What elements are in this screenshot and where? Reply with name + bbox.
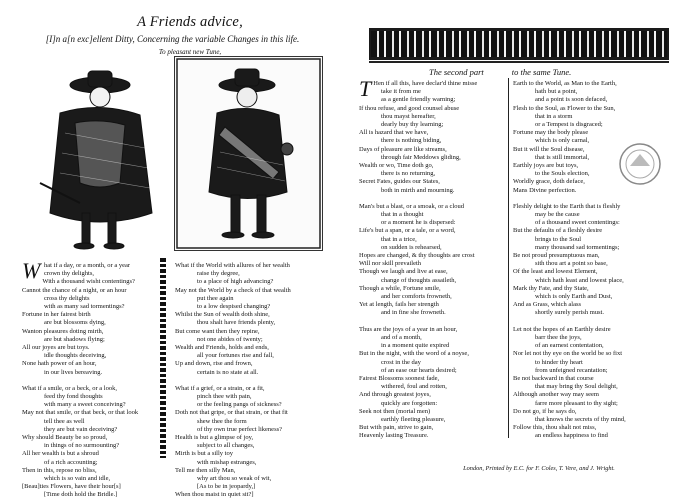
verse-line: What if the World with allures of her wealth bbox=[175, 262, 290, 269]
verse-line: [As to be in jeopardy,] bbox=[197, 483, 256, 491]
verse-line: with mishap estranges, bbox=[197, 458, 257, 466]
verse-line: as a gentle friendly warning; bbox=[381, 96, 456, 104]
verse-line bbox=[359, 195, 475, 203]
verse-line: of an ease our hearts desired; bbox=[381, 366, 457, 374]
verse-line: in our lives bereaving. bbox=[44, 368, 103, 376]
woodcut-cavalier-image bbox=[20, 63, 170, 253]
verse-line: sith thou art a point so base, bbox=[535, 260, 608, 268]
verse-line: both in mirth and mourning. bbox=[381, 186, 455, 194]
ballad-title: A Friends advice, bbox=[137, 14, 243, 30]
verse-line: from unfeigned recantation; bbox=[535, 366, 608, 374]
verse-line: Wanton pleasures doting mirth, bbox=[22, 327, 104, 335]
part-title bbox=[429, 67, 629, 77]
verse-line: that knows the secrets of thy mind, bbox=[535, 415, 626, 423]
verse-line: through fair Meddows gliding, bbox=[381, 153, 461, 161]
verse-line: why art thou so weak of wit, bbox=[197, 475, 272, 483]
verse-line: in things of no surmounting? bbox=[44, 442, 120, 450]
woodcut-gentleman-image bbox=[174, 56, 323, 251]
tune-note: To pleasant new Tune, bbox=[158, 48, 222, 56]
verse-line: with as many sad tormentings? bbox=[44, 303, 125, 311]
verse-line: Follow this, thou shalt not miss, bbox=[513, 424, 597, 432]
verse-line: on sudden is rehearsed, bbox=[381, 243, 442, 251]
right-page bbox=[339, 0, 678, 480]
verse-line: or a moment he is dispersed: bbox=[381, 219, 456, 227]
verse-line: subject to all changes, bbox=[197, 442, 255, 450]
verse-line: Fortune in her fairest birth bbox=[22, 311, 91, 319]
verse-line: and of a month, bbox=[381, 333, 422, 341]
verse-line: certain is no state at all. bbox=[197, 368, 259, 376]
verse-line: of a rich accounting; bbox=[44, 458, 98, 466]
verse-line bbox=[359, 318, 475, 326]
verse-line: withered, foul and rotten, bbox=[381, 383, 447, 391]
verse-line: of a thousand sweet contentings: bbox=[535, 219, 620, 227]
verse-line: But it will the Soul disease, bbox=[513, 145, 585, 153]
verse-line: What if a grief, or a strain, or a fit, bbox=[175, 384, 265, 392]
verse-line: [Time doth hold the Bridle.] bbox=[44, 491, 118, 499]
verse-line bbox=[22, 377, 138, 385]
verse-line: All her wealth is but a shroud bbox=[22, 450, 99, 458]
verse-line: Mans Divine perfection. bbox=[513, 186, 577, 194]
verse-line: Life's but a span, or a tale, or a word, bbox=[359, 227, 456, 235]
verse-line: many thousand sad tormentings; bbox=[535, 243, 620, 251]
verse-line: Will nor skill prevaileth bbox=[359, 260, 422, 268]
verse-line: of an earnest contentation, bbox=[535, 342, 604, 350]
verse-line: not one abides of twenty; bbox=[197, 335, 263, 343]
verse-line: that is still immortal, bbox=[535, 153, 590, 161]
verse-lines bbox=[513, 80, 626, 441]
verse-line: which is only Earth and Dust, bbox=[535, 293, 613, 301]
verse-line: they are but vain deceiving? bbox=[44, 425, 118, 433]
drop-cap: W bbox=[22, 258, 41, 283]
verse-line: But the defaults of a fleshly desire bbox=[513, 227, 603, 235]
verse-line: Cannot the chance of a night, or an hour bbox=[22, 286, 127, 294]
verse-line: Seek not then (mortal men) bbox=[359, 407, 431, 415]
verse-line: are but shadows flying; bbox=[44, 335, 105, 343]
verse-lines bbox=[359, 76, 478, 441]
verse-line: Why should Beauty be so proud, bbox=[22, 434, 108, 442]
verse-line: Fairest Blossoms soonest fade, bbox=[359, 374, 440, 382]
verse-line: Fortune may the body please bbox=[513, 129, 589, 137]
verse-line: barr thee the joys, bbox=[535, 333, 582, 341]
verse-line: quickly are forgotten: bbox=[381, 399, 438, 407]
verse-line: to a low despised changing? bbox=[197, 303, 271, 311]
verse-line: hath but a point, bbox=[535, 88, 578, 96]
verse-line: shew thee the form bbox=[197, 417, 247, 425]
verse-line: Heavenly lasting Treasure. bbox=[359, 432, 429, 440]
verse-line: thou shalt have friends plenty, bbox=[197, 319, 276, 327]
verse-line: May not that smile, or that beck, or that look bbox=[22, 409, 139, 417]
verse-line: Then in this, repose no bliss, bbox=[22, 466, 97, 474]
part-title-left: The second part bbox=[429, 67, 484, 77]
left-verse-column-1 bbox=[22, 258, 139, 500]
verse-line: Man's but a blast, or a smoak, or a cloud bbox=[359, 202, 464, 210]
verse-line: cross thy delights bbox=[44, 294, 90, 302]
verse-line: are but blossoms dying, bbox=[44, 319, 106, 327]
verse-line: all your fortunes rise and fall, bbox=[197, 352, 274, 360]
verse-line: Though a while, Fortune smile, bbox=[359, 284, 441, 292]
verse-line: Mirth is but a silly toy bbox=[175, 450, 233, 458]
verse-line: that in a trice, bbox=[381, 235, 417, 243]
verse-line: Worldly grace, doth deface, bbox=[513, 178, 585, 186]
verse-line: and her comforts frowneth, bbox=[381, 293, 452, 301]
verse-line: brings to the Soul bbox=[535, 235, 582, 243]
ballad-subtitle: [I]n a[n exc]ellent Ditty, Concerning the variable Changes in this life. bbox=[45, 34, 300, 44]
verse-line: shortly surely perish must. bbox=[535, 309, 604, 317]
verse-line: Health is but a glimpse of joy, bbox=[175, 434, 254, 442]
verse-line: earthly fleeting pleasure, bbox=[381, 415, 446, 423]
verse-line: that in a thought bbox=[381, 211, 424, 219]
verse-line: that in a storm bbox=[535, 112, 573, 120]
verse-line: Earth to the World, as Man to the Earth, bbox=[513, 80, 617, 87]
verse-line: All our joyes are but toys. bbox=[22, 344, 90, 352]
verse-line: Tell me then silly Man, bbox=[175, 466, 236, 474]
verse-line: Of the least and lowest Element, bbox=[513, 268, 598, 276]
verse-line: may be the cause bbox=[535, 211, 580, 219]
verse-line: Flesh to the Soul, as Flower to the Sun, bbox=[513, 104, 616, 112]
verse-line: there is nothing biding, bbox=[381, 137, 442, 145]
verse-line: and in fine she frowneth. bbox=[381, 309, 446, 317]
verse-line: there is no returning, bbox=[381, 170, 436, 178]
verse-line: Up and down, rise and frown, bbox=[175, 360, 253, 368]
library-stamp-image bbox=[616, 140, 664, 188]
verse-line: to a place of high advancing? bbox=[197, 278, 274, 286]
verse-line: Do not go, if he says do, bbox=[513, 407, 577, 415]
column-rule bbox=[508, 78, 509, 438]
verse-line: or a Tempest is disgraced; bbox=[535, 121, 603, 129]
verse-line: crown thy delights, bbox=[44, 270, 95, 278]
verse-line: tell thee as well bbox=[44, 417, 85, 425]
verse-line: Though we laugh and live at ease, bbox=[359, 268, 448, 276]
verse-line bbox=[175, 377, 291, 385]
left-page bbox=[0, 0, 339, 499]
drop-cap: T bbox=[359, 76, 372, 101]
verse-line bbox=[513, 195, 626, 203]
verse-line: of thy own true perfect likeness? bbox=[197, 425, 283, 433]
verse-line: Whilst the Sun of wealth doth shine, bbox=[175, 311, 270, 319]
verse-line: change of thoughts assaileth, bbox=[381, 276, 457, 284]
verse-line: All is hazard that we have, bbox=[359, 129, 429, 137]
verse-line: But in the night, with the word of a noyse, bbox=[359, 350, 469, 358]
verse-line: Be not backward in that course bbox=[513, 374, 594, 382]
ornamental-banner bbox=[369, 28, 669, 60]
banner-rule bbox=[369, 61, 669, 63]
verse-line: and a point is soon defaced, bbox=[535, 96, 608, 104]
verse-line: Doth not that gripe, or that strain, or that fit bbox=[175, 409, 288, 417]
verse-line: Earthly joys are but toys, bbox=[513, 162, 579, 170]
verse-line: Fleshly delight to the Earth that is fleshly bbox=[513, 202, 621, 210]
verse-line: Nor let not thy eye on the world be so fixt bbox=[513, 350, 623, 358]
verse-line bbox=[513, 318, 626, 326]
verse-line: With a thousand wisht contentings? bbox=[42, 278, 135, 286]
verse-line: idle thoughts deceiving, bbox=[44, 352, 107, 360]
verse-line: which is so vain and idle, bbox=[44, 475, 111, 483]
verse-line: farre more pleasant to thy sight; bbox=[535, 399, 618, 407]
verse-line: May not the World by a check of that wealth bbox=[175, 286, 291, 294]
verse-line: thou mayst hereafter, bbox=[381, 112, 436, 120]
verse-line: Mark thy Fate, and thy State, bbox=[513, 284, 589, 292]
verse-line: hat if a day, or a month, or a year bbox=[44, 262, 131, 269]
verse-line: an endless happiness to find bbox=[535, 432, 608, 440]
verse-line: dearly buy thy learning; bbox=[381, 121, 444, 129]
ornamental-divider bbox=[160, 258, 166, 458]
verse-line: If thou refuse, and good counsel abuse bbox=[359, 104, 460, 112]
verse-line: Thus are the joys of a year in an hour, bbox=[359, 325, 458, 333]
verse-line: What if a smile, or a beck, or a look, bbox=[22, 384, 117, 392]
verse-line: feed thy fond thoughts bbox=[44, 393, 103, 401]
verse-line: When thou maist in quiet sit?] bbox=[175, 491, 254, 499]
right-verse-column-1 bbox=[359, 76, 478, 441]
verse-lines bbox=[22, 258, 139, 500]
verse-line: or the feeling pangs of sickness? bbox=[197, 401, 282, 409]
verse-line: Hopes are changed, & thy thoughts are crost bbox=[359, 252, 475, 260]
verse-line: But with pain, strive to gain, bbox=[359, 424, 434, 432]
verse-line: that may bring thy Soul delight, bbox=[535, 383, 618, 391]
verse-line: to hinder thy heart bbox=[535, 358, 583, 366]
verse-line: crost in the day bbox=[381, 358, 421, 366]
verse-lines bbox=[175, 262, 291, 500]
verse-line: which is only carnal, bbox=[535, 137, 590, 145]
verse-line: Days of pleasure are like streams, bbox=[359, 145, 447, 153]
printer-imprint: London, Printed by E.C. for F. Coles, T. Vere, and J. Wright. bbox=[463, 465, 615, 472]
verse-line: Let not the hopes of an Earthly desire bbox=[513, 325, 611, 333]
verse-line: Hen if all this, have declar'd thine misse bbox=[373, 80, 478, 87]
verse-line: But come want then they repine, bbox=[175, 327, 260, 335]
verse-line: Although another way may seem bbox=[513, 391, 599, 399]
verse-line: Wealth and Friends, holds and ends, bbox=[175, 344, 269, 352]
verse-line: which hath least and lowest place, bbox=[535, 276, 624, 284]
verse-line: with many a sweet conceiving? bbox=[44, 401, 126, 409]
verse-line: Yet at length, fails her strength bbox=[359, 301, 439, 309]
verse-line: put thee again bbox=[197, 294, 234, 302]
right-verse-column-2 bbox=[513, 80, 626, 441]
verse-line: And through greatest joyes, bbox=[359, 391, 431, 399]
verse-line: None hath power of an hour, bbox=[22, 360, 97, 368]
verse-line: [Beau]ties Flowers, have their hour[s] bbox=[22, 483, 121, 491]
verse-line: pinch thee with pain, bbox=[197, 393, 252, 401]
left-verse-column-2 bbox=[175, 262, 291, 500]
part-title-right: to the same Tune. bbox=[511, 67, 572, 77]
verse-line: in a moment quite expired bbox=[381, 342, 450, 350]
verse-line: to the Souls election, bbox=[535, 170, 590, 178]
verse-line: Secret Fates, guides our States, bbox=[359, 178, 440, 186]
verse-line: And as Grass, which alass bbox=[513, 301, 582, 309]
verse-line: raise thy degree, bbox=[197, 270, 240, 278]
verse-line: take it from me bbox=[381, 88, 421, 96]
verse-line: Be not proud presumptuous man, bbox=[513, 252, 600, 260]
verse-line: Wealth or wo, Time doth go, bbox=[359, 162, 434, 170]
